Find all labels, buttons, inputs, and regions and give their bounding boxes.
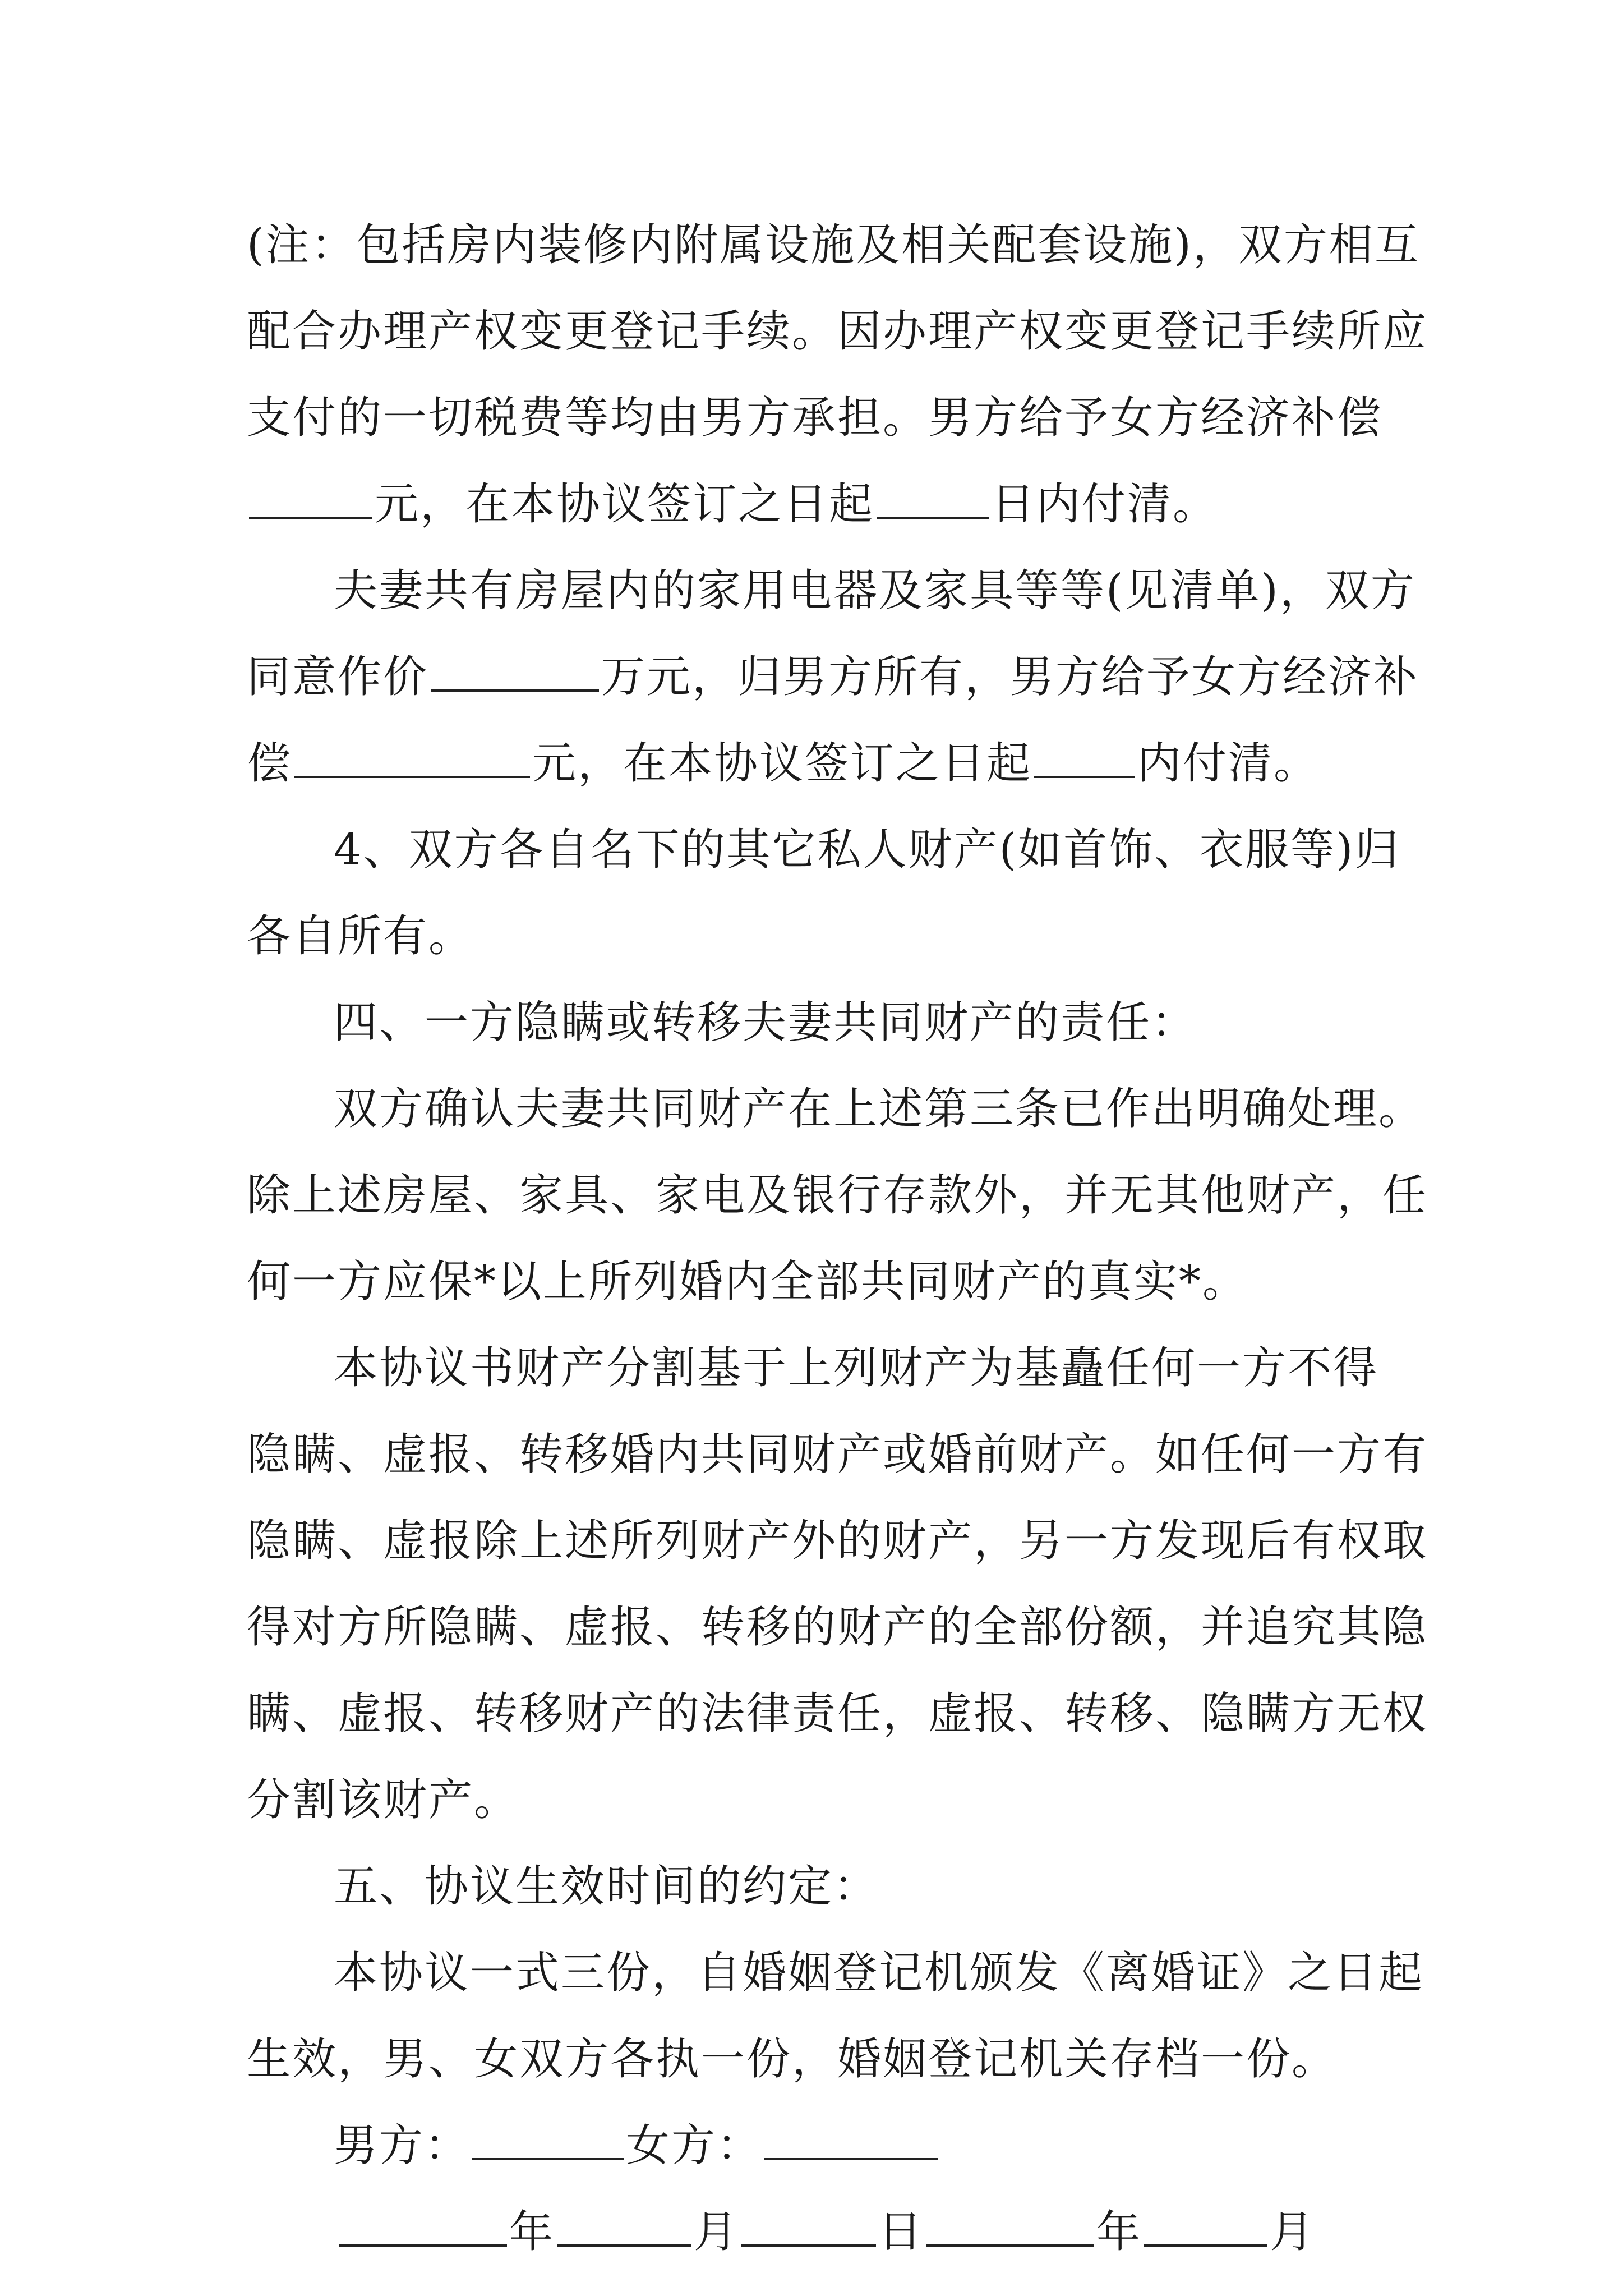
text-segment: 元，在本协议签订之日起: [375, 479, 875, 530]
male-label: 男方：: [334, 2120, 471, 2171]
text-line: 各自所有。: [247, 911, 474, 961]
text-line: 支付的一切税费等均由男方承担。男方给予女方经济补偿: [247, 393, 1383, 443]
section-title: 五、协议生效时间的约定：: [334, 1861, 879, 1912]
text-line: [247, 461, 1391, 547]
year-field[interactable]: [339, 2233, 507, 2247]
blank-appliance-payment-days[interactable]: [1034, 765, 1135, 778]
month-field[interactable]: [557, 2233, 691, 2247]
month-field[interactable]: [1144, 2233, 1267, 2247]
text-segment: 日内付清。: [991, 479, 1219, 530]
text-line: 何一方应保*以上所列婚内全部共同财产的真实*。: [247, 1257, 1248, 1307]
text-line: 4、双方各自名下的其它私人财产(如首饰、衣服等)归: [334, 825, 1400, 875]
date-line: [247, 2189, 1391, 2275]
text-line: 瞒、虚报、转移财产的法律责任，虚报、转移、隐瞒方无权: [247, 1688, 1428, 1739]
day-field[interactable]: [741, 2233, 876, 2247]
text-line: 分割该财产。: [247, 1775, 520, 1825]
text-line: 除上述房屋、家具、家电及银行存款外，并无其他财产，任: [247, 1170, 1428, 1221]
text-line: 得对方所隐瞒、虚报、转移的财产的全部份额，并追究其隐: [247, 1602, 1428, 1653]
text-line: (注：包括房内装修内附属设施及相关配套设施)，双方相互: [247, 220, 1420, 270]
blank-appliance-compensation[interactable]: [294, 765, 530, 778]
year-label: 年: [509, 2207, 555, 2257]
blank-payment-days[interactable]: [877, 505, 989, 519]
text-line: 本协议一式三份，自婚姻登记机颁发《离婚证》之日起: [334, 1948, 1424, 1998]
text-segment: 内付清。: [1137, 738, 1320, 789]
female-signature-field[interactable]: [764, 2147, 938, 2160]
document-page: [247, 202, 1428, 2275]
signature-line: [247, 2102, 1391, 2189]
text-line: 夫妻共有房屋内的家用电器及家具等等(见清单)，双方: [334, 565, 1416, 616]
text-line: 配合办理产权变更登记手续。因办理产权变更登记手续所应: [247, 306, 1428, 357]
male-signature-field[interactable]: [472, 2147, 624, 2160]
text-line: [247, 720, 1391, 807]
text-line: 隐瞒、虚报、转移婚内共同财产或婚前财产。如任何一方有: [247, 1429, 1428, 1480]
text-segment: 万元，归男方所有，男方给予女方经济补: [601, 652, 1419, 702]
text-line: 本协议书财产分割基于上列财产为基矗任何一方不得: [334, 1343, 1379, 1393]
month-label: 月: [1270, 2207, 1316, 2257]
text-segment: 同意作价: [247, 652, 429, 702]
text-line: 双方确认夫妻共同财产在上述第三条已作出明确处理。: [334, 1084, 1424, 1134]
blank-appliance-price[interactable]: [431, 678, 599, 692]
year-label: 年: [1096, 2207, 1142, 2257]
text-line: 隐瞒、虚报除上述所列财产外的财产，另一方发现后有权取: [247, 1516, 1428, 1566]
text-segment: 元，在本协议签订之日起: [532, 738, 1032, 789]
blank-compensation-amount[interactable]: [249, 505, 372, 519]
text-line: 生效，男、女双方各执一份，婚姻登记机关存档一份。: [247, 2034, 1338, 2085]
text-line: [247, 634, 1419, 720]
day-label: 日: [878, 2207, 924, 2257]
month-label: 月: [694, 2207, 740, 2257]
text-segment: 偿: [247, 738, 293, 789]
year-field[interactable]: [926, 2233, 1094, 2247]
section-title: 四、一方隐瞒或转移夫妻共同财产的责任：: [334, 997, 1197, 1048]
female-label: 女方：: [626, 2120, 763, 2171]
